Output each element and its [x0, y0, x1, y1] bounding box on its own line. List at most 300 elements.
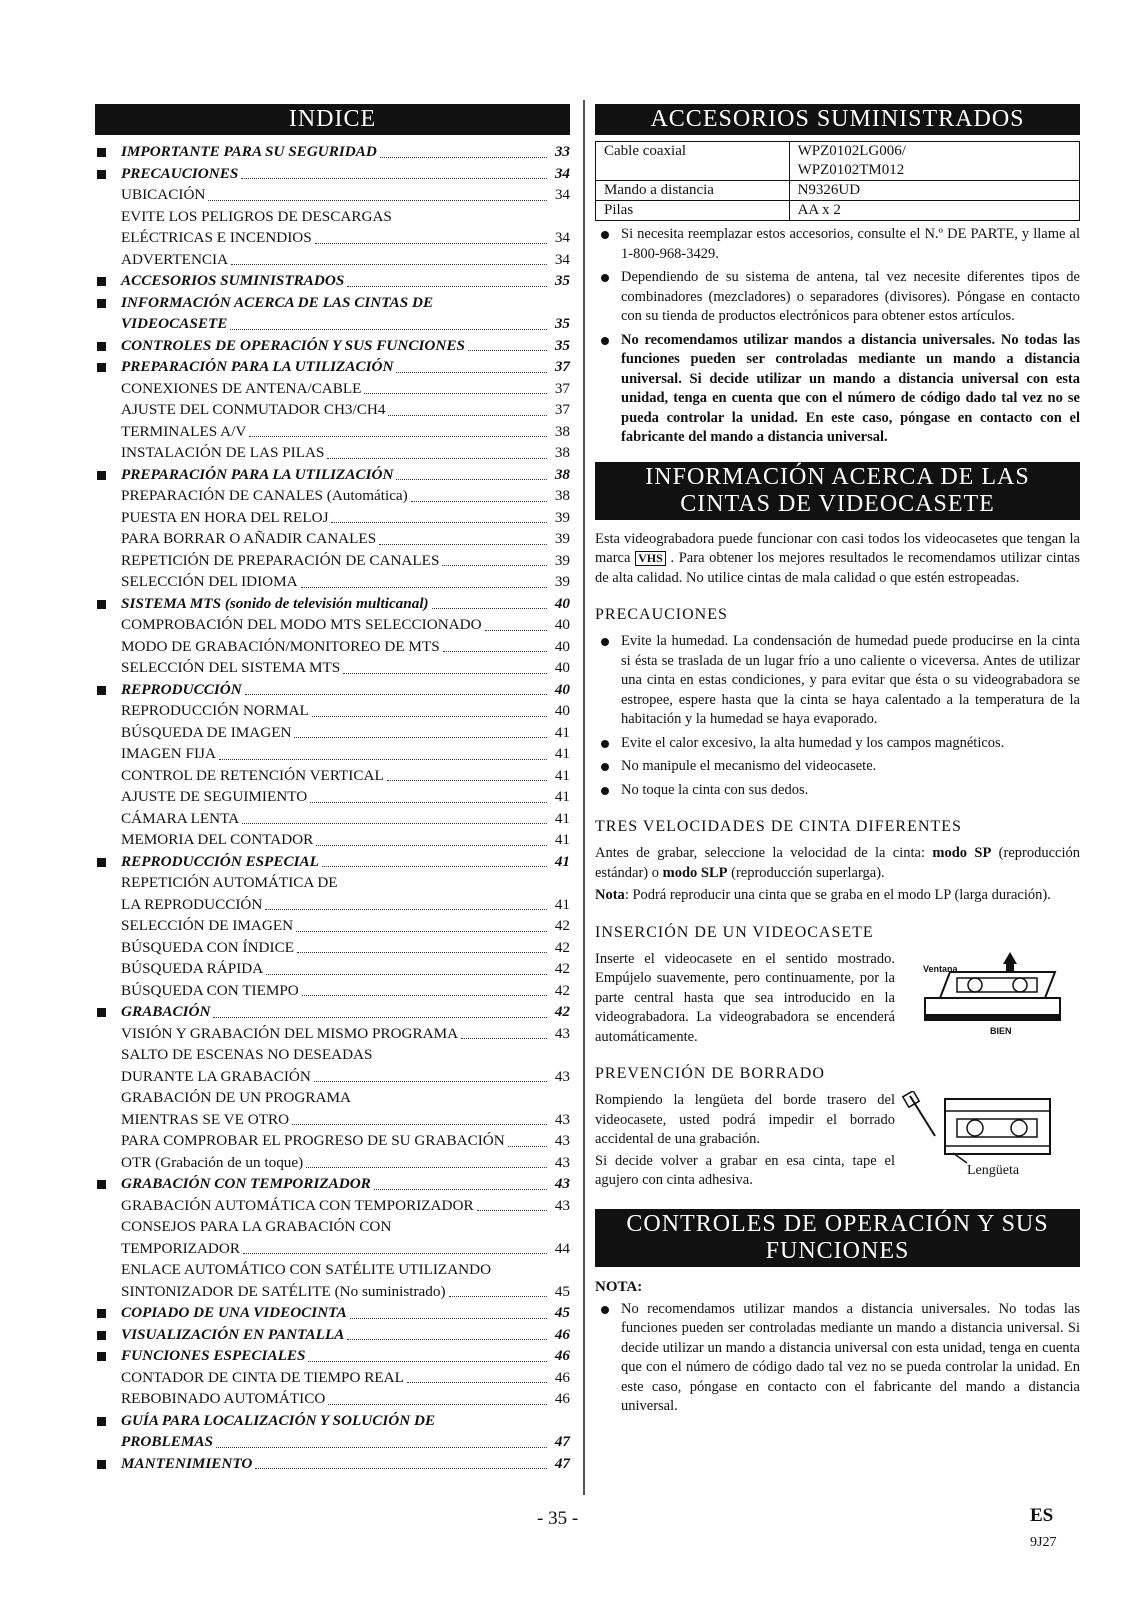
precautions-heading: PRECAUCIONES [595, 606, 728, 623]
toc-label: REPETICIÓN DE PREPARACIÓN DE CANALES [121, 551, 440, 569]
accessory-item: Cable coaxial [596, 142, 790, 181]
toc-label: BÚSQUEDA CON TIEMPO [121, 981, 299, 999]
bullet-icon [601, 638, 609, 646]
toc-page-number: 43 [554, 1067, 570, 1085]
toc-page-number: 35 [554, 315, 570, 332]
toc-page-number: 45 [554, 1304, 570, 1321]
toc-leader-dots [347, 286, 547, 287]
toc-leader-dots [249, 436, 547, 437]
toc-subentry [95, 743, 570, 765]
toc-label: INSTALACIÓN DE LAS PILAS [121, 444, 325, 461]
toc-label: SALTO DE ESCENAS NO DESEADAS [121, 1046, 373, 1063]
toc-subentry [95, 399, 570, 421]
toc-page-number: 42 [554, 960, 570, 977]
toc-leader-dots [364, 393, 547, 394]
list-item: Dependiendo de su sistema de antena, tal vez necesite diferentes tipos de combinadores (mezcladores) o separadores (divisores). Póngase en contacto con su tienda de productos electrónicos para obtener estos artículos. [595, 268, 1080, 327]
toc-page-number: 42 [554, 1003, 570, 1020]
list-item: No recomendamos utilizar mandos a distancia universales. No todas las funciones pueden ser controladas mediante un mando a distancia universal. Si decide utilizar un mando a distancia universal con esta unidad, tenga en cuenta que con el número de código dado tal vez no se pueda controlar la unidad. En este caso, póngase en contacto con el fabricante del mando a distancia universal. [595, 331, 1080, 448]
toc-subentry [95, 1195, 570, 1217]
tapes-intro: Esta videograbadora puede funcionar con casi todos los videocasetes que tengan la marca VHS . Para obtener los mejores resultados le recomendamos utilizar cintas de alta calidad. No utilice cintas de mala calidad o que estén estropeadas. [595, 530, 1081, 586]
toc-leader-dots [208, 200, 547, 201]
tapes-title-line1: INFORMACIÓN ACERCA DE LAS [645, 463, 1030, 490]
toc-section-entry [95, 851, 570, 873]
bullet-icon [601, 231, 609, 239]
toc-leader-dots [216, 1447, 547, 1448]
toc-subentry [95, 528, 570, 550]
toc-page-number: 41 [554, 895, 570, 913]
toc-section-entry [95, 292, 570, 314]
table-row [596, 142, 1080, 181]
square-bullet-icon [97, 1008, 106, 1017]
toc-leader-dots [302, 995, 547, 996]
tapes-title [595, 462, 1080, 520]
vcr-cassette-icon [895, 950, 1065, 1040]
toc-label: ENLACE AUTOMÁTICO CON SATÉLITE UTILIZANDO [121, 1261, 492, 1278]
toc-leader-dots [485, 630, 547, 631]
table-row [596, 181, 1080, 201]
toc-leader-dots [306, 1167, 547, 1168]
toc-page-number: 34 [554, 250, 570, 268]
list-item: No toque la cinta con sus dedos. [595, 781, 1080, 801]
toc-label: OTR (Grabación de un toque) [121, 1153, 304, 1171]
bullet-icon [601, 763, 609, 771]
toc-label: PREPARACIÓN DE CANALES (Automática) [121, 487, 408, 504]
toc-page-number: 41 [554, 766, 570, 784]
toc-leader-dots [255, 1468, 547, 1469]
toc-leader-dots [331, 522, 547, 523]
toc-leader-dots [231, 264, 547, 265]
square-bullet-icon [97, 1180, 106, 1189]
toc-label: PUESTA EN HORA DEL RELOJ [121, 508, 329, 526]
toc-label: PRECAUCIONES [121, 164, 239, 182]
toc-label: MIENTRAS SE VE OTRO [121, 1110, 290, 1128]
toc-subentry [95, 980, 570, 1002]
toc-page-number: 43 [554, 1132, 570, 1149]
toc-page-number: 46 [554, 1347, 570, 1364]
toc-label: REBOBINADO AUTOMÁTICO [121, 1390, 326, 1407]
page-number: - 35 - [537, 1508, 579, 1529]
bullet-icon [601, 337, 609, 345]
toc-section-entry [95, 313, 570, 335]
controls-title [595, 1209, 1080, 1267]
toc-subentry [95, 442, 570, 464]
toc-subentry [95, 808, 570, 830]
toc-section-entry [95, 356, 570, 378]
toc-label: FUNCIONES ESPECIALES [121, 1347, 306, 1364]
toc-leader-dots [296, 931, 547, 932]
square-bullet-icon [97, 277, 106, 286]
toc-page-number: 43 [554, 1153, 570, 1171]
toc-label: CONTADOR DE CINTA DE TIEMPO REAL [121, 1368, 404, 1386]
toc-subentry [95, 1281, 570, 1303]
speeds-text: Antes de grabar, seleccione la velocidad de la cinta: modo SP (reproducción estándar) o modo SLP (reproducción superlarga). [595, 845, 1080, 881]
accessory-item: Pilas [596, 201, 790, 221]
toc-subentry [95, 1130, 570, 1152]
index-column [95, 104, 570, 1474]
toc-page-number: 38 [554, 444, 570, 461]
controls-note-bullet: No recomendamos utilizar mandos a distancia universales. No todas las funciones pueden ser controladas mediante un mando a distancia universal. Si decide utilizar un mando a distancia universal con esta unidad, tenga en cuenta que con el número de código dado tal vez no se pueda controlar la unidad. En este caso, póngase en contacto con el fabricante del mando a distancia universal. [595, 1300, 1080, 1417]
list-item: No manipule el mecanismo del videocasete. [595, 757, 1080, 777]
toc-section-entry [95, 464, 570, 486]
toc-page-number: 37 [554, 379, 570, 397]
toc-page-number: 38 [554, 422, 570, 440]
toc-subentry [95, 1216, 570, 1238]
erase-text2: Si decide volver a grabar en esa cinta, tape el agujero con cinta adhesiva. [595, 1152, 895, 1188]
toc-label: GRABACIÓN [121, 1003, 211, 1020]
toc-subentry [95, 1238, 570, 1260]
toc-leader-dots [266, 974, 547, 975]
vhs-logo: VHS [635, 551, 666, 566]
toc-label: TEMPORIZADOR [121, 1239, 240, 1257]
toc-label: PARA COMPROBAR EL PROGRESO DE SU GRABACIÓN [121, 1132, 505, 1149]
square-bullet-icon [97, 342, 106, 351]
toc-page-number: 42 [554, 981, 570, 999]
toc-label: GRABACIÓN CON TEMPORIZADOR [121, 1175, 371, 1192]
toc-leader-dots [245, 694, 547, 695]
accessories-notes [595, 225, 1080, 448]
toc-page-number: 39 [554, 551, 570, 569]
tab-label: Lengüeta [967, 1163, 1020, 1178]
toc-section-entry [95, 1453, 570, 1475]
table-row [596, 201, 1080, 221]
column-divider [583, 100, 585, 1495]
toc-page-number: 34 [554, 164, 570, 182]
toc-leader-dots [396, 479, 547, 480]
precautions-list [595, 632, 1080, 800]
erase-text1: Rompiendo la lengüeta del borde trasero del videocasete, usted podrá impedir el borrado accidental de una grabación. [595, 1092, 895, 1147]
toc-leader-dots [241, 178, 547, 179]
toc-page-number: 37 [554, 401, 570, 418]
toc-page-number: 46 [554, 1325, 570, 1343]
bullet-icon [601, 274, 609, 282]
toc-section-entry [95, 1302, 570, 1324]
controls-title-line2: FUNCIONES [765, 1237, 910, 1264]
toc-subentry [95, 1087, 570, 1109]
toc-section-entry [95, 1431, 570, 1453]
toc-page-number: 40 [554, 594, 570, 612]
square-bullet-icon [97, 299, 106, 308]
toc-label: PREPARACIÓN PARA LA UTILIZACIÓN [121, 358, 394, 375]
toc-section-entry [95, 270, 570, 292]
language-code: ES [1030, 1505, 1054, 1526]
toc-leader-dots [301, 587, 547, 588]
square-bullet-icon [97, 170, 106, 179]
toc-subentry [95, 1388, 570, 1410]
toc-leader-dots [477, 1210, 547, 1211]
toc-label: COMPROBACIÓN DEL MODO MTS SELECCIONADO [121, 616, 482, 633]
toc-section-entry [95, 1324, 570, 1346]
toc-label: AJUSTE DEL CONMUTADOR CH3/CH4 [121, 401, 386, 418]
toc-page-number: 41 [554, 723, 570, 741]
vcr-insert-illustration [895, 950, 1080, 1048]
toc-label: SELECCIÓN DEL SISTEMA MTS [121, 659, 341, 676]
toc-label: BÚSQUEDA RÁPIDA [121, 960, 264, 977]
toc-page-number: 34 [554, 229, 570, 246]
toc-leader-dots [374, 1189, 547, 1190]
toc-subentry [95, 1152, 570, 1174]
toc-page-number: 40 [554, 680, 570, 698]
toc-page-number: 38 [554, 465, 570, 483]
square-bullet-icon [97, 600, 106, 609]
toc-label: SELECCIÓN DEL IDIOMA [121, 573, 298, 590]
toc-page-number: 39 [554, 573, 570, 590]
toc-subentry [95, 937, 570, 959]
toc-subentry [95, 894, 570, 916]
toc-section-entry [95, 335, 570, 357]
speeds-heading: TRES VELOCIDADES DE CINTA DIFERENTES [595, 818, 962, 835]
toc-label: GUÍA PARA LOCALIZACIÓN Y SOLUCIÓN DE [121, 1411, 436, 1429]
toc-page-number: 43 [554, 1024, 570, 1042]
toc-label: ACCESORIOS SUMINISTRADOS [121, 272, 345, 289]
square-bullet-icon [97, 1417, 106, 1426]
toc-leader-dots [316, 845, 547, 846]
toc-label: PROBLEMAS [121, 1433, 213, 1450]
toc-label: LA REPRODUCCIÓN [121, 895, 263, 913]
toc-label: GRABACIÓN DE UN PROGRAMA [121, 1089, 351, 1106]
toc-leader-dots [312, 716, 547, 717]
toc-subentry [95, 1367, 570, 1389]
toc-leader-dots [449, 1296, 547, 1297]
toc-leader-dots [442, 565, 547, 566]
toc-label: VISUALIZACIÓN EN PANTALLA [121, 1325, 345, 1343]
toc-subentry [95, 958, 570, 980]
toc-label: COPIADO DE UNA VIDEOCINTA [121, 1304, 347, 1321]
toc-leader-dots [230, 329, 547, 330]
insert-text: Inserte el videocasete en el sentido mostrado. Empújelo suavemente, pero continuamente, por la parte central hasta que sea introducido en la videograbadora. La videograbadora se encenderá automáticamente. [595, 950, 895, 1045]
toc-label: CÁMARA LENTA [121, 809, 240, 827]
toc-label: INFORMACIÓN ACERCA DE LAS CINTAS DE [121, 293, 434, 311]
square-bullet-icon [97, 1460, 106, 1469]
toc-subentry [95, 184, 570, 206]
content-column [595, 104, 1080, 1421]
toc-leader-dots [310, 802, 547, 803]
toc-section-entry [95, 593, 570, 615]
square-bullet-icon [97, 1352, 106, 1361]
erase-tab-illustration [895, 1091, 1080, 1191]
toc-label: VISIÓN Y GRABACIÓN DEL MISMO PROGRAMA [121, 1024, 459, 1042]
toc-label: PARA BORRAR O AÑADIR CANALES [121, 530, 377, 547]
toc-label: REPRODUCCIÓN ESPECIAL [121, 852, 319, 870]
correct-label: BIEN [990, 1025, 1012, 1036]
toc-leader-dots [508, 1146, 547, 1147]
toc-leader-dots [242, 823, 547, 824]
toc-subentry [95, 206, 570, 228]
toc-leader-dots [432, 608, 547, 609]
toc-label: REPRODUCCIÓN NORMAL [121, 702, 309, 719]
toc-leader-dots [315, 243, 547, 244]
toc-leader-dots [243, 1253, 547, 1254]
toc-page-number: 43 [554, 1196, 570, 1214]
toc-subentry [95, 421, 570, 443]
toc-label: VIDEOCASETE [121, 315, 228, 332]
toc-page-number: 33 [554, 143, 570, 160]
toc-leader-dots [380, 157, 547, 158]
accessory-item: Mando a distancia [596, 181, 790, 201]
toc-leader-dots [350, 1318, 547, 1319]
toc-page-number: 45 [554, 1282, 570, 1300]
toc-label: CONEXIONES DE ANTENA/CABLE [121, 379, 362, 397]
toc-subentry [95, 485, 570, 507]
controls-title-line1: CONTROLES DE OPERACIÓN Y SUS [626, 1210, 1049, 1237]
toc-leader-dots [308, 1361, 547, 1362]
toc-label: MODO DE GRABACIÓN/MONITOREO DE MTS [121, 637, 440, 655]
toc-subentry [95, 1023, 570, 1045]
toc-page-number: 43 [554, 1110, 570, 1128]
toc-leader-dots [294, 737, 547, 738]
toc-page-number: 44 [554, 1239, 570, 1257]
toc-page-number: 40 [554, 637, 570, 655]
toc-page-number: 34 [554, 186, 570, 203]
toc-subentry [95, 507, 570, 529]
toc-leader-dots [387, 780, 547, 781]
toc-label: REPRODUCCIÓN [121, 680, 242, 698]
toc-page-number: 41 [554, 852, 570, 870]
toc-label: REPETICIÓN AUTOMÁTICA DE [121, 874, 338, 891]
toc-leader-dots [379, 544, 547, 545]
toc-page-number: 47 [554, 1454, 570, 1472]
toc-leader-dots [265, 909, 547, 910]
toc-label: GRABACIÓN AUTOMÁTICA CON TEMPORIZADOR [121, 1196, 474, 1214]
toc-section-entry [95, 163, 570, 185]
document-code: 9J27 [1030, 1535, 1057, 1550]
toc-page-number: 39 [554, 508, 570, 526]
toc-label: CONTROL DE RETENCIÓN VERTICAL [121, 766, 384, 784]
toc-page-number: 46 [554, 1368, 570, 1386]
toc-subentry [95, 1066, 570, 1088]
list-item: Evite el calor excesivo, la alta humedad y los campos magnéticos. [595, 734, 1080, 754]
toc-page-number: 40 [554, 702, 570, 719]
toc-subentry [95, 1259, 570, 1281]
toc-leader-dots [396, 372, 547, 373]
toc-page-number: 41 [554, 831, 570, 848]
toc-page-number: 43 [554, 1175, 570, 1192]
toc-label: SISTEMA MTS (sonido de televisión multicanal) [121, 594, 429, 612]
toc-label: SINTONIZADOR DE SATÉLITE (No suministrado) [121, 1282, 446, 1300]
square-bullet-icon [97, 1309, 106, 1318]
toc-page-number: 35 [554, 336, 570, 354]
toc-subentry [95, 614, 570, 636]
toc-label: IMPORTANTE PARA SU SEGURIDAD [121, 143, 377, 160]
accessory-code: AA x 2 [789, 201, 1079, 221]
toc-subentry [95, 249, 570, 271]
bullet-icon [601, 740, 609, 748]
toc-section-entry [95, 679, 570, 701]
toc-subentry [95, 636, 570, 658]
toc-leader-dots [219, 759, 547, 760]
toc-leader-dots [328, 1404, 547, 1405]
accessories-table [595, 141, 1080, 221]
toc-page-number: 38 [554, 487, 570, 504]
toc-label: CONSEJOS PARA LA GRABACIÓN CON [121, 1218, 392, 1235]
toc-page-number: 46 [554, 1390, 570, 1407]
toc-page-number: 40 [554, 659, 570, 676]
accessories-title: ACCESORIOS SUMINISTRADOS [595, 104, 1080, 135]
toc-subentry [95, 872, 570, 894]
insert-heading: INSERCIÓN DE UN VIDEOCASETE [595, 923, 874, 941]
toc-subentry [95, 657, 570, 679]
speeds-note: Nota: Podrá reproducir una cinta que se graba en el modo LP (larga duración). [595, 887, 1051, 903]
toc-label: SELECCIÓN DE IMAGEN [121, 917, 294, 934]
toc-subentry [95, 829, 570, 851]
toc-label: ADVERTENCIA [121, 250, 229, 268]
toc-leader-dots [347, 1339, 547, 1340]
toc-leader-dots [297, 952, 547, 953]
toc-subentry [95, 550, 570, 572]
accessory-code: WPZ0102LG006/ WPZ0102TM012 [789, 142, 1079, 181]
toc-label: AJUSTE DE SEGUIMIENTO [121, 788, 308, 805]
toc-page-number: 41 [554, 809, 570, 827]
toc-leader-dots [327, 458, 547, 459]
toc-section-entry [95, 141, 570, 163]
square-bullet-icon [97, 686, 106, 695]
toc-label: CONTROLES DE OPERACIÓN Y SUS FUNCIONES [121, 336, 465, 354]
toc-subentry [95, 700, 570, 722]
toc-page-number: 39 [554, 530, 570, 547]
toc-label: BÚSQUEDA CON ÍNDICE [121, 938, 294, 956]
toc-leader-dots [213, 1017, 547, 1018]
toc-label: MEMORIA DEL CONTADOR [121, 831, 314, 848]
toc-page-number: 37 [554, 358, 570, 375]
toc-subentry [95, 378, 570, 400]
toc-label: PREPARACIÓN PARA LA UTILIZACIÓN [121, 465, 394, 483]
tapes-title-line2: CINTAS DE VIDEOCASETE [680, 490, 995, 517]
toc-subentry [95, 571, 570, 593]
toc-page-number: 42 [554, 917, 570, 934]
toc-label: TERMINALES A/V [121, 422, 247, 440]
toc-subentry [95, 1109, 570, 1131]
toc-leader-dots [461, 1038, 547, 1039]
toc-section-entry [95, 1345, 570, 1367]
toc-subentry [95, 722, 570, 744]
list-item: Si necesita reemplazar estos accesorios, consulte el N.º DE PARTE, y llame al 1-800-968-3429. [595, 225, 1080, 264]
toc-page-number: 40 [554, 616, 570, 633]
index-title: INDICE [95, 104, 570, 135]
square-bullet-icon [97, 363, 106, 372]
toc-label: UBICACIÓN [121, 186, 206, 203]
toc-label: IMAGEN FIJA [121, 745, 216, 762]
toc-page-number: 41 [554, 745, 570, 762]
table-of-contents [95, 141, 570, 1474]
toc-label: BÚSQUEDA DE IMAGEN [121, 723, 292, 741]
controls-note-label: NOTA: [595, 1278, 643, 1295]
list-item: Evite la humedad. La condensación de humedad puede producirse en la cinta si ésta se traslada de un lugar frío a uno caliente o viceversa. Antes de utilizar una cinta en estas condiciones, y para evitar que ésta o su videograbadora se estropee, espere hasta que la cinta se haya calentado a la temperatura de la habitación y la humedad se haya evaporado. [595, 632, 1080, 730]
toc-subentry [95, 786, 570, 808]
toc-section-entry [95, 1001, 570, 1023]
toc-label: ELÉCTRICAS E INCENDIOS [121, 229, 312, 246]
toc-leader-dots [468, 350, 547, 351]
toc-page-number: 41 [554, 788, 570, 805]
toc-page-number: 35 [554, 272, 570, 289]
toc-subentry [95, 915, 570, 937]
square-bullet-icon [97, 858, 106, 867]
toc-page-number: 42 [554, 938, 570, 956]
toc-leader-dots [314, 1081, 547, 1082]
bullet-icon [601, 1306, 609, 1314]
toc-leader-dots [322, 866, 547, 867]
toc-leader-dots [388, 415, 547, 416]
toc-leader-dots [292, 1124, 547, 1125]
toc-leader-dots [443, 651, 547, 652]
toc-label: DURANTE LA GRABACIÓN [121, 1067, 311, 1085]
accessory-code: N9326UD [789, 181, 1079, 201]
toc-section-entry [95, 1410, 570, 1432]
toc-subentry [95, 1044, 570, 1066]
window-label: Ventana [923, 963, 958, 974]
square-bullet-icon [97, 471, 106, 480]
square-bullet-icon [97, 1331, 106, 1340]
toc-leader-dots [411, 501, 547, 502]
toc-subentry [95, 227, 570, 249]
